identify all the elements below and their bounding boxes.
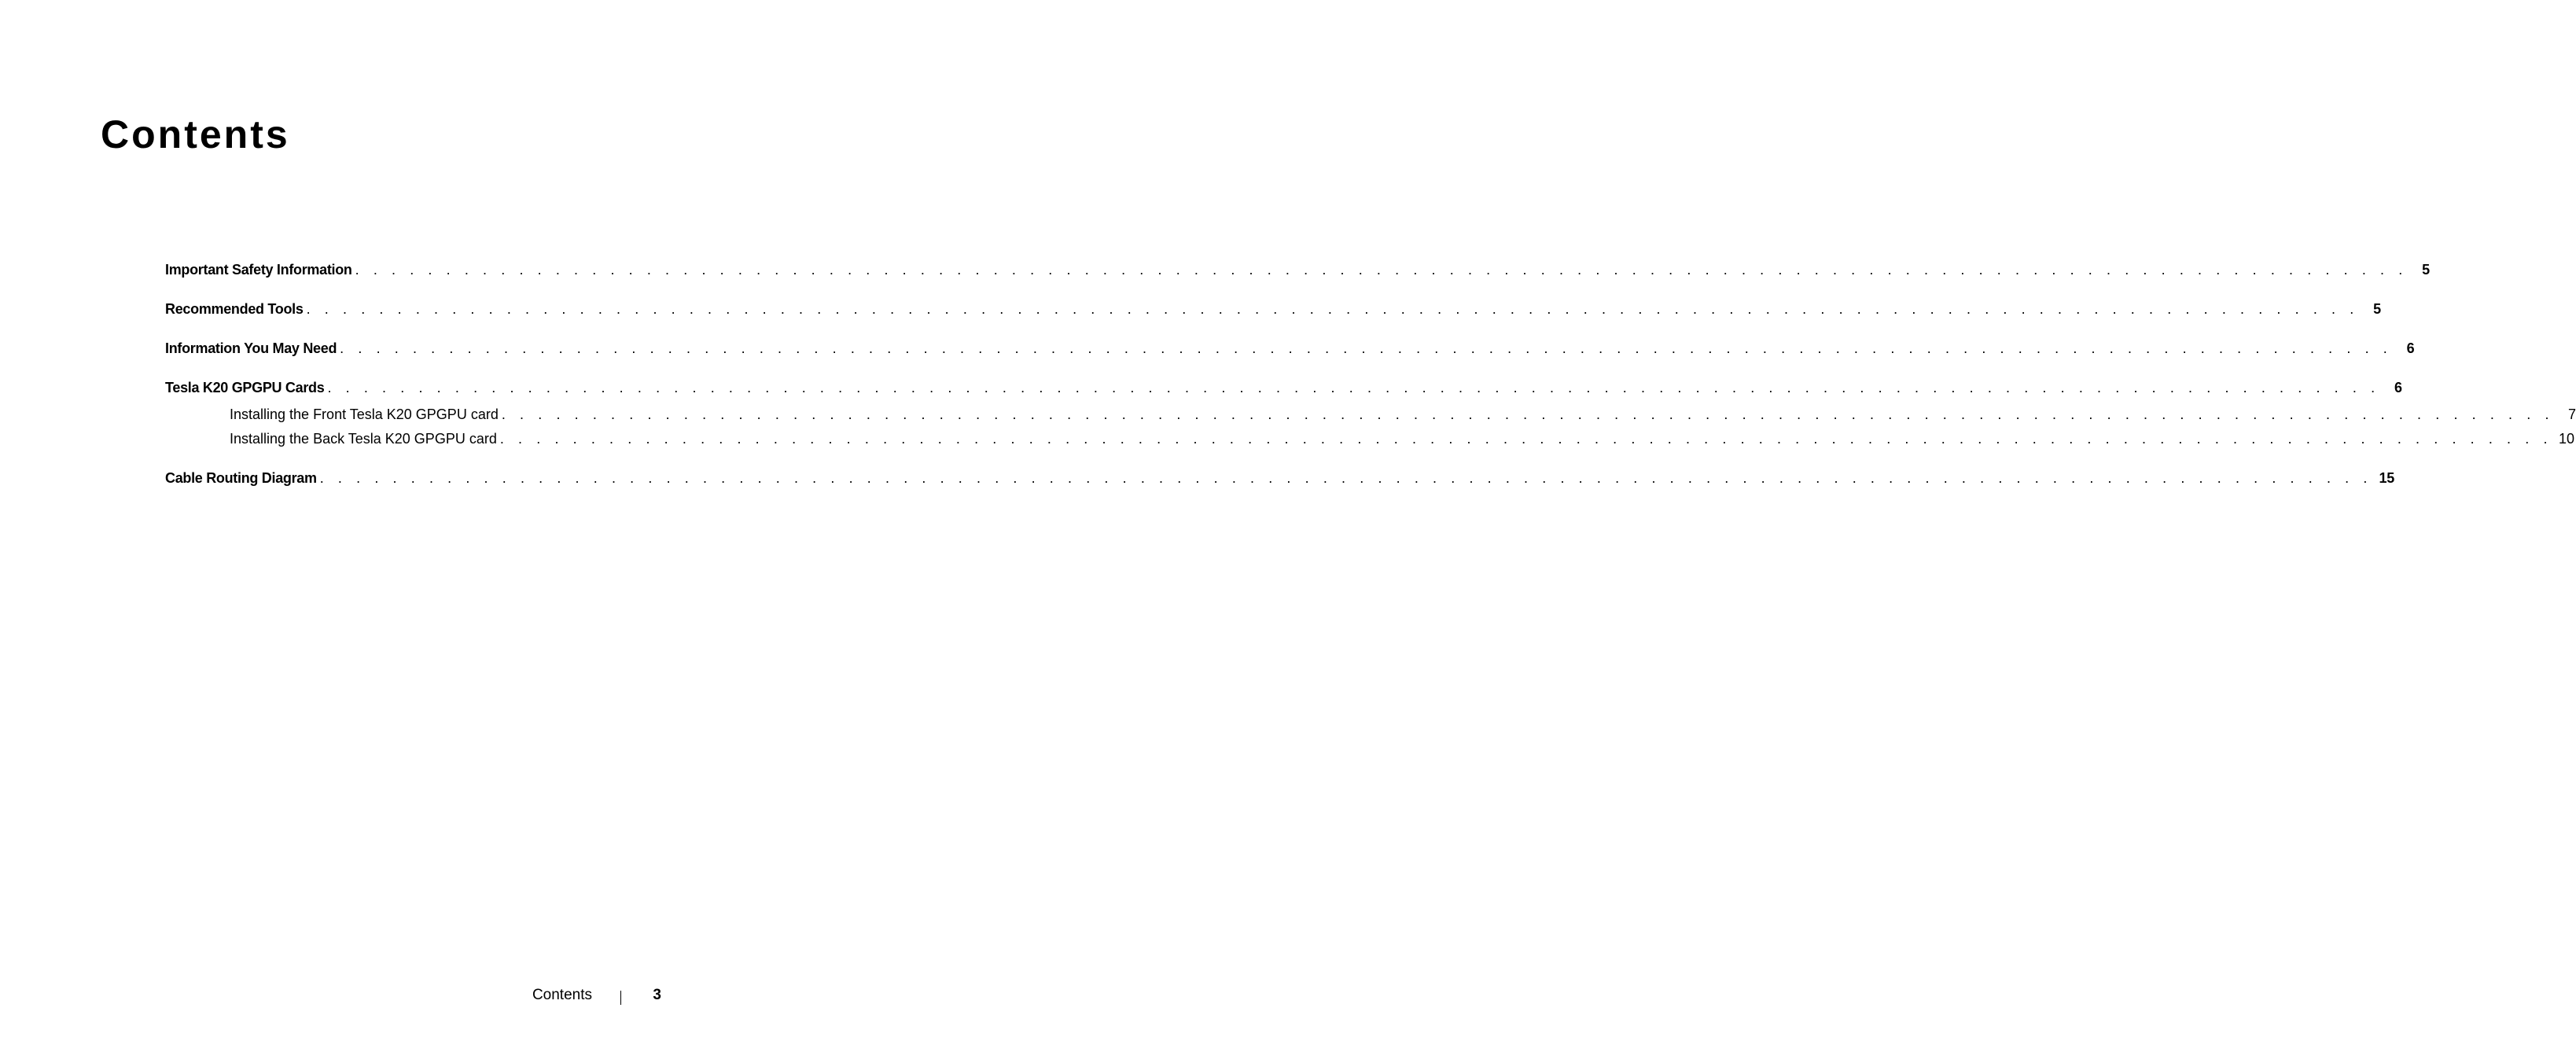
toc-entry-tesla-k20-gpgpu-cards[interactable] [165, 379, 2402, 396]
dot-leader: . . . . . . . . . . . . . . . . . . . . . . . . . . . . . . . . . . . . . . . . . . . . . . . . . . . . . . . . . . . . . . . . . . . . . . . . . . . . . . . . . . . . . . . . . . . . . . . . . . . . . . . . . . . . . . . . . [306, 301, 2359, 317]
toc-entry-label: Cable Routing Diagram [165, 470, 317, 486]
footer-page-number: 3 [653, 987, 661, 1003]
toc-entry-label: Tesla K20 GPGPU Cards [165, 380, 325, 395]
page-title: Contents [101, 112, 290, 156]
toc-entry-page: 7 [2568, 406, 2576, 422]
toc-entry-installing-front-tesla-k20[interactable] [165, 406, 2576, 423]
toc-entry-page: 5 [2422, 262, 2430, 278]
page-footer [0, 987, 750, 1007]
toc-entry-information-you-may-need[interactable] [165, 340, 2415, 357]
toc-entry-page: 6 [2394, 380, 2402, 395]
toc-entry-page: 5 [2373, 301, 2381, 317]
toc-entry-recommended-tools[interactable] [165, 300, 2381, 318]
toc-entry-page: 6 [2406, 340, 2415, 356]
dot-leader: . . . . . . . . . . . . . . . . . . . . . . . . . . . . . . . . . . . . . . . . . . . . . . . . . . . . . . . . . . . . . . . . . . . . . . . . . . . . . . . . . . . . . . . . . . . . . . . . . . . . . . . . . . . . . . . . . [355, 262, 2408, 278]
dot-leader: . . . . . . . . . . . . . . . . . . . . . . . . . . . . . . . . . . . . . . . . . . . . . . . . . . . . . . . . . . . . . . . . . . . . . . . . . . . . . . . . . . . . . . . . . . . . . . . . . . . . . . . . . . . . . . . . . [327, 380, 2380, 395]
toc-entry-page: 15 [2379, 470, 2394, 486]
toc-entry-label: Installing the Front Tesla K20 GPGPU card [230, 406, 499, 422]
toc-entry-installing-back-tesla-k20[interactable] [165, 430, 2575, 447]
toc-entry-label: Recommended Tools [165, 301, 304, 317]
toc-entry-label: Important Safety Information [165, 262, 352, 278]
dot-leader: . . . . . . . . . . . . . . . . . . . . . . . . . . . . . . . . . . . . . . . . . . . . . . . . . . . . . . . . . . . . . . . . . . . . . . . . . . . . . . . . . . . . . . . . . . . . . . . . . . . . . . . . . . . . . . . . . [319, 470, 2372, 486]
dot-leader: . . . . . . . . . . . . . . . . . . . . . . . . . . . . . . . . . . . . . . . . . . . . . . . . . . . . . . . . . . . . . . . . . . . . . . . . . . . . . . . . . . . . . . . . . . . . . . . . . . . . . . . . . . . . . . . . . [501, 406, 2555, 422]
dot-leader: . . . . . . . . . . . . . . . . . . . . . . . . . . . . . . . . . . . . . . . . . . . . . . . . . . . . . . . . . . . . . . . . . . . . . . . . . . . . . . . . . . . . . . . . . . . . . . . . . . . . . . . . . . . . . . . . . [340, 340, 2393, 356]
toc-entry-cable-routing-diagram[interactable] [165, 469, 2394, 487]
toc-entry-label: Information You May Need [165, 340, 337, 356]
toc-entry-important-safety-information[interactable] [165, 261, 2430, 278]
footer-section-label: Contents [532, 987, 592, 1003]
dot-leader: . . . . . . . . . . . . . . . . . . . . . . . . . . . . . . . . . . . . . . . . . . . . . . . . . . . . . . . . . . . . . . . . . . . . . . . . . . . . . . . . . . . . . . . . . . . . . . . . . . . . . . . . . . . . . . . . . [499, 431, 2553, 447]
footer-divider [620, 991, 621, 1005]
toc-entry-label: Installing the Back Tesla K20 GPGPU card [230, 431, 497, 447]
toc-entry-page: 10 [2559, 431, 2575, 447]
